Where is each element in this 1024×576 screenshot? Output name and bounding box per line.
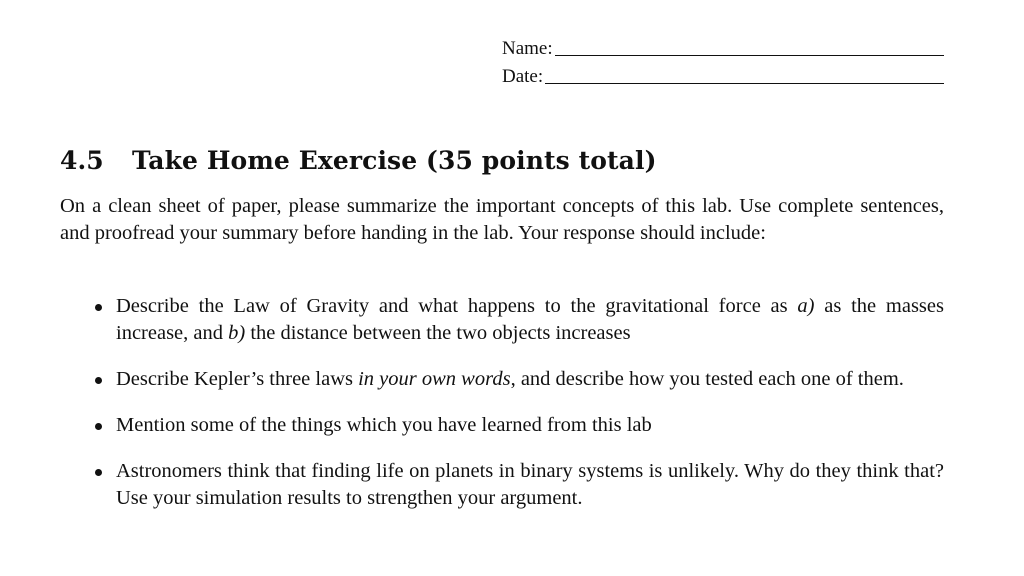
bullet-icon: [95, 423, 102, 430]
list-emphasis: a): [797, 295, 815, 317]
name-date-fields: [502, 32, 944, 88]
list-emphasis: in your own words: [358, 368, 511, 390]
name-blank-line[interactable]: [555, 54, 944, 56]
list-item-learned: [60, 412, 944, 439]
list-item-binary-systems: [60, 458, 944, 512]
name-label: Name:: [502, 38, 553, 60]
section-heading: [60, 146, 657, 175]
date-field-row: [502, 60, 944, 88]
bullet-icon: [95, 377, 102, 384]
list-text: , and describe how you tested each one of them.: [510, 368, 904, 390]
section-number: 4.5: [60, 146, 104, 175]
list-text: Describe the Law of Gravity and what happens to the gravitational force as: [116, 295, 798, 317]
list-text: Astronomers think that finding life on planets in binary systems is unlikely. Why do they think that? Use your simulation results to strengthen your argument.: [116, 460, 944, 509]
bullet-icon: [95, 304, 102, 311]
bullet-icon: [95, 469, 102, 476]
list-emphasis: b): [228, 322, 246, 344]
section-title: Take Home Exercise (35 points total): [132, 146, 657, 175]
list-text: Mention some of the things which you have learned from this lab: [116, 414, 652, 436]
list-item-kepler: [60, 366, 944, 393]
name-field-row: [502, 32, 944, 60]
list-text: the distance between the two objects increases: [245, 322, 631, 344]
intro-paragraph: On a clean sheet of paper, please summarize the important concepts of this lab. Use complete sentences, and proofread your summary before handing in the lab. Your response should include:: [60, 195, 944, 244]
date-label: Date:: [502, 66, 544, 88]
list-item-gravity: [60, 293, 944, 347]
list-text: as the masses increase, and: [116, 295, 944, 344]
date-blank-line[interactable]: [545, 82, 944, 84]
requirements-list: [60, 293, 944, 531]
list-text: Describe Kepler’s three laws: [116, 368, 359, 390]
